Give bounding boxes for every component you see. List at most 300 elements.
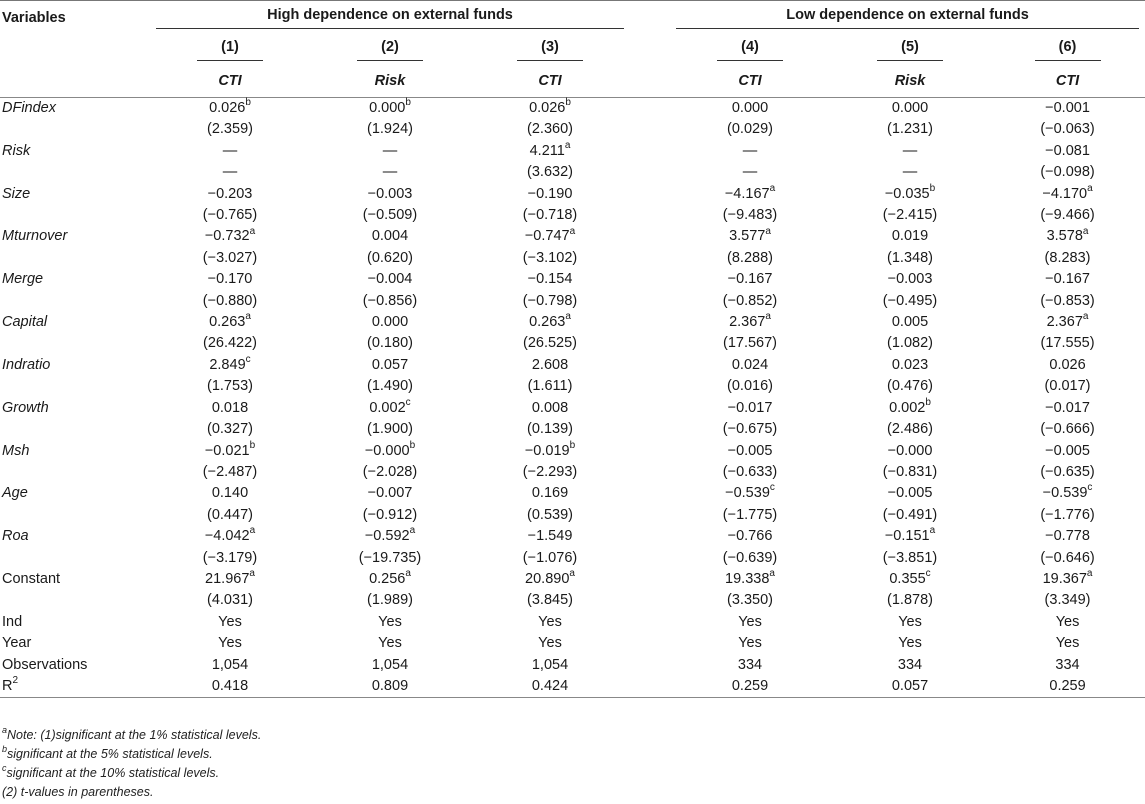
t-value-row (0, 590, 1145, 611)
cell-value: (−0.852) (722, 292, 778, 309)
cell-value: (−0.798) (522, 292, 578, 309)
cell-value: (−2.415) (882, 207, 938, 224)
t-value-row (0, 505, 1145, 526)
cell-value: 334 (1055, 656, 1080, 673)
cell-value: 0.026$^b$ (529, 97, 571, 116)
significance-mark: a (1082, 225, 1089, 237)
column-gap (630, 505, 670, 526)
note-marker: b (2, 743, 8, 754)
cell-value: (0.539) (527, 506, 573, 523)
cell-value: (−0.666) (1040, 421, 1095, 438)
cell-value: 0.026$^b$ (209, 97, 251, 116)
header-spacer (0, 65, 150, 98)
t-value-row (0, 162, 1145, 183)
cell-value: −0.007 (367, 485, 413, 502)
cell-value: (2.486) (887, 421, 933, 438)
significance-mark: a (409, 525, 416, 537)
cell-value: 2.608 (531, 356, 569, 373)
cell-value: — (742, 164, 758, 181)
cell-value: −0.747$^a$ (524, 225, 576, 245)
column-number-label: (3) (517, 39, 583, 61)
variable-label: Age (2, 485, 28, 502)
cell-value: 2.367$^a$ (729, 311, 771, 331)
cell-value: 0.000$^b$ (369, 97, 411, 116)
cell-value: −0.017 (1045, 399, 1090, 416)
cell-value: (4.031) (207, 592, 253, 609)
group-header-low: Low dependence on external funds (670, 1, 1145, 35)
significance-mark: b (249, 439, 256, 451)
significance-mark: a (929, 525, 936, 537)
dependent-variable: CTI (150, 65, 310, 98)
cell-value: (1.753) (207, 378, 253, 395)
note-line: $^a$Note: (1)significant at the 1% statistical levels. (2, 724, 262, 742)
cell-value: 0.002$^b$ (889, 396, 931, 416)
summary-row (0, 655, 1145, 676)
cell-value: 1,054 (211, 656, 249, 673)
cell-value: −0.021$^b$ (204, 439, 256, 459)
dependent-variable: CTI (990, 65, 1145, 98)
column-gap (630, 612, 670, 633)
cell-value: −4.042$^a$ (204, 525, 256, 545)
cell-value: (−0.853) (1040, 292, 1095, 309)
cell-value: −0.003 (887, 271, 933, 288)
cell-value: (1.924) (367, 121, 413, 138)
dependent-variable: CTI (670, 65, 830, 98)
cell-value: 19.338$^a$ (725, 568, 775, 587)
cell-value: — (902, 164, 918, 181)
cell-value: Yes (1055, 613, 1080, 630)
cell-value: (−0.639) (722, 549, 778, 566)
variable-label-empty (0, 248, 150, 269)
note-line: $^b$significant at the 5% statistical levels. (2, 743, 213, 761)
variable-label: DFindex (2, 100, 56, 116)
cell-value: (17.555) (1040, 335, 1095, 352)
cell-value: −4.167$^a$ (724, 182, 776, 202)
cell-value: (−0.856) (362, 292, 418, 309)
cell-value: −0.005 (1045, 442, 1090, 459)
significance-mark: b (405, 97, 411, 109)
cell-value: (−3.851) (882, 549, 938, 566)
significance-mark: a (1087, 182, 1093, 194)
column-gap (630, 462, 670, 483)
significance-mark: c (1087, 482, 1093, 494)
coefficient-row (0, 483, 1145, 504)
cell-value: (0.447) (207, 506, 253, 523)
t-value-row (0, 248, 1145, 269)
dependent-variable-row (0, 65, 1145, 98)
significance-mark: a (249, 225, 256, 237)
significance-mark: b (245, 97, 251, 109)
cell-value: (−3.102) (522, 249, 578, 266)
significance-mark: c (245, 354, 251, 366)
t-value-row (0, 548, 1145, 569)
coefficient-row (0, 226, 1145, 247)
column-gap (630, 398, 670, 419)
cell-value: (0.476) (887, 378, 933, 395)
cell-value: 334 (897, 656, 923, 673)
cell-value: (−2.487) (202, 463, 258, 480)
column-gap (630, 65, 670, 98)
cell-value: 21.967$^a$ (205, 568, 255, 587)
column-number (470, 34, 630, 65)
cell-value: 0.005 (891, 314, 929, 331)
cell-value: (−0.880) (202, 292, 258, 309)
cell-value: — (222, 142, 238, 159)
t-value-row (0, 462, 1145, 483)
cell-value: (−0.765) (202, 207, 258, 224)
cell-value: −0.539$^c$ (1042, 482, 1093, 502)
cell-value: (−0.495) (882, 292, 938, 309)
cell-value: 0.008 (531, 399, 569, 416)
cell-value: 1,054 (531, 656, 569, 673)
cell-value: (−2.028) (362, 463, 418, 480)
cell-value: −0.081 (1045, 142, 1090, 159)
variables-header: Variables (2, 9, 66, 26)
coefficient-row (0, 398, 1145, 419)
cell-value: — (902, 142, 918, 159)
coefficient-row (0, 184, 1145, 205)
cell-value: (−1.775) (722, 506, 778, 523)
cell-value: — (222, 164, 238, 181)
significance-mark: b (925, 396, 931, 408)
cell-value: 0.026 (1049, 356, 1086, 373)
cell-value: (−19.735) (358, 549, 422, 566)
significance-mark: a (564, 139, 571, 151)
cell-value: (3.350) (727, 592, 773, 609)
cell-value: 1,054 (371, 656, 409, 673)
group-header-high: High dependence on external funds (150, 1, 630, 35)
cell-value: (1.490) (367, 378, 413, 395)
note-marker: a (2, 724, 8, 735)
column-number-label: (5) (877, 39, 943, 61)
column-gap (630, 248, 670, 269)
cell-value: Yes (218, 635, 242, 652)
coefficient-row (0, 312, 1145, 333)
column-gap (630, 312, 670, 333)
significance-mark: a (569, 568, 575, 580)
cell-value: −0.151$^a$ (884, 525, 936, 545)
cell-value: 0.140 (211, 485, 249, 502)
coefficient-row (0, 355, 1145, 376)
cell-value: −0.203 (207, 185, 253, 202)
cell-value: 0.809 (310, 676, 470, 698)
cell-value: −0.017 (727, 399, 773, 416)
cell-value: −0.000$^b$ (364, 439, 416, 459)
column-gap (630, 441, 670, 462)
cell-value: −0.005 (887, 485, 933, 502)
column-gap (630, 526, 670, 547)
column-gap (630, 419, 670, 440)
significance-mark: a (765, 311, 771, 323)
cell-value: 0.004 (371, 228, 409, 245)
cell-value: −0.003 (367, 185, 413, 202)
coefficient-row (0, 98, 1145, 120)
dependent-variable: Risk (310, 65, 470, 98)
cell-value: (1.231) (887, 121, 933, 138)
cell-value: (17.567) (723, 335, 778, 352)
summary-row (0, 676, 1145, 698)
variable-label: Mturnover (2, 228, 68, 245)
cell-value: 3.578$^a$ (1046, 225, 1089, 245)
cell-value: (−0.633) (722, 463, 778, 480)
cell-value: (−0.491) (882, 506, 938, 523)
cell-value: (0.017) (1044, 378, 1091, 395)
cell-value: −0.004 (367, 271, 413, 288)
cell-value: −0.167 (727, 271, 773, 288)
significance-mark: a (249, 525, 256, 537)
column-gap (630, 226, 670, 247)
cell-value: −0.778 (1045, 528, 1090, 545)
cell-value: 0.023 (891, 356, 929, 373)
column-number-label: (6) (1035, 39, 1101, 61)
variable-label: Msh (2, 442, 30, 459)
cell-value: Yes (738, 613, 762, 630)
column-gap (630, 569, 670, 590)
cell-value: (−0.831) (882, 463, 938, 480)
cell-value: (8.283) (1044, 249, 1091, 266)
column-number-label: (4) (717, 39, 783, 61)
coefficient-row (0, 441, 1145, 462)
column-gap (630, 119, 670, 140)
cell-value: — (382, 164, 398, 181)
cell-value: −4.170$^a$ (1042, 182, 1093, 202)
significance-mark: a (249, 568, 255, 580)
cell-value: 0.018 (211, 399, 249, 416)
cell-value: 334 (737, 656, 763, 673)
cell-value: 0.000 (891, 100, 929, 116)
cell-value: 0.259 (670, 676, 830, 698)
cell-value: −0.154 (527, 271, 573, 288)
cell-value: (0.327) (207, 421, 253, 438)
significance-mark: a (569, 225, 576, 237)
variable-label: Ind (2, 613, 23, 630)
column-number (830, 34, 990, 65)
variable-label-empty (0, 205, 150, 226)
significance-mark: b (569, 439, 576, 451)
cell-value: (−0.509) (362, 207, 418, 224)
column-gap (630, 633, 670, 654)
variable-label: Merge (2, 271, 44, 288)
coefficient-row (0, 569, 1145, 590)
cell-value: 3.577$^a$ (729, 225, 771, 245)
cell-value: 0.000 (731, 100, 769, 116)
summary-row (0, 633, 1145, 654)
cell-value: −0.592$^a$ (364, 525, 416, 545)
cell-value: (8.288) (727, 249, 773, 266)
cell-value: (0.029) (727, 121, 773, 138)
cell-value: −0.001 (1045, 100, 1090, 116)
cell-value: (0.620) (367, 249, 413, 266)
cell-value: 0.169 (531, 485, 569, 502)
cell-value: 0.263$^a$ (209, 311, 251, 331)
cell-value: 0.002$^c$ (369, 396, 411, 416)
cell-value: (0.180) (367, 335, 413, 352)
cell-value: (−2.293) (522, 463, 578, 480)
cell-value: Yes (1055, 635, 1080, 652)
significance-mark: c (405, 396, 411, 408)
cell-value: 0.019 (891, 228, 929, 245)
column-number-row (0, 34, 1145, 65)
significance-mark: b (409, 439, 416, 451)
column-gap (630, 141, 670, 162)
cell-value: Yes (898, 613, 922, 630)
cell-value: (1.900) (367, 421, 413, 438)
dependent-variable: Risk (830, 65, 990, 98)
column-gap (630, 355, 670, 376)
column-gap (630, 676, 670, 698)
superscript: 2 (12, 675, 19, 687)
column-number-label: (2) (357, 39, 423, 61)
cell-value: 20.890$^a$ (525, 568, 575, 587)
cell-value: (26.525) (523, 335, 578, 352)
cell-value: 19.367$^a$ (1042, 568, 1093, 587)
cell-value: 0.418 (150, 676, 310, 698)
column-gap (630, 162, 670, 183)
cell-value: 0.024 (731, 356, 769, 373)
table-notes (2, 726, 261, 802)
cell-value: (3.845) (527, 592, 573, 609)
column-number-label: (1) (197, 39, 263, 61)
cell-value: (0.139) (527, 421, 573, 438)
t-value-row (0, 119, 1145, 140)
variable-label: Constant (2, 570, 61, 587)
table-body (0, 98, 1145, 698)
cell-value: Yes (738, 635, 762, 652)
t-value-row (0, 205, 1145, 226)
cell-value: (1.989) (367, 592, 413, 609)
cell-value: Yes (538, 635, 562, 652)
coefficient-row (0, 526, 1145, 547)
cell-value: Yes (218, 613, 242, 630)
variable-label: Year (2, 635, 32, 652)
header-spacer (0, 34, 150, 65)
column-gap (630, 205, 670, 226)
cell-value: — (382, 142, 398, 159)
cell-value: (2.359) (207, 121, 253, 138)
cell-value: −0.167 (1045, 271, 1090, 288)
cell-value: 0.424 (470, 676, 630, 698)
cell-value: (−9.483) (722, 207, 778, 224)
note-line: (2) t-values in parentheses. (2, 785, 154, 799)
cell-value: (1.082) (887, 335, 933, 352)
significance-mark: a (765, 225, 771, 237)
t-value-row (0, 419, 1145, 440)
variable-label: Growth (2, 399, 49, 416)
column-gap (630, 376, 670, 397)
column-gap (630, 269, 670, 290)
cell-value: (−1.076) (522, 549, 578, 566)
cell-value: −0.190 (527, 185, 573, 202)
cell-value: Yes (898, 635, 922, 652)
cell-value: −0.019$^b$ (524, 439, 576, 459)
cell-value: −0.035$^b$ (884, 182, 936, 202)
variable-label-empty (0, 590, 150, 611)
variable-label-empty (0, 419, 150, 440)
variable-label: $R^2$ (0, 676, 150, 698)
cell-value: (1.611) (527, 378, 573, 395)
variable-label-empty (0, 333, 150, 354)
cell-value: (1.878) (887, 592, 933, 609)
summary-row (0, 612, 1145, 633)
significance-mark: a (245, 311, 251, 323)
column-number (150, 34, 310, 65)
cell-value: (3.632) (527, 164, 573, 181)
cell-value: −0.766 (727, 528, 773, 545)
cell-value: 0.256$^a$ (369, 568, 411, 587)
cell-value: (−3.027) (202, 249, 258, 266)
significance-mark: a (769, 568, 775, 580)
cell-value: 0.355$^c$ (889, 568, 931, 587)
cell-value: 0.057 (830, 676, 990, 698)
coefficient-row (0, 269, 1145, 290)
variable-label-empty (0, 505, 150, 526)
variable-label-empty (0, 462, 150, 483)
column-gap (630, 548, 670, 569)
cell-value: (−0.635) (1040, 463, 1095, 480)
coefficient-row (0, 141, 1145, 162)
column-number (990, 34, 1145, 65)
variable-label-empty (0, 119, 150, 140)
cell-value: Yes (538, 613, 562, 630)
cell-value: −0.732$^a$ (204, 225, 256, 245)
cell-value: 2.367$^a$ (1046, 311, 1089, 331)
column-number (670, 34, 830, 65)
significance-mark: c (769, 482, 775, 494)
cell-value: 0.000 (371, 314, 409, 331)
cell-value: 0.263$^a$ (529, 311, 571, 331)
variable-label: Roa (2, 528, 29, 545)
note-line: $^c$significant at the 10% statistical levels. (2, 762, 220, 780)
column-gap (630, 333, 670, 354)
significance-mark: a (1086, 568, 1093, 580)
t-value-row (0, 333, 1145, 354)
cell-value: −0.000 (887, 442, 933, 459)
significance-mark: b (929, 182, 936, 194)
cell-value: (−0.675) (722, 421, 778, 438)
significance-mark: a (405, 568, 411, 580)
cell-value: (−0.718) (522, 207, 578, 224)
variable-label-empty (0, 291, 150, 312)
t-value-row (0, 291, 1145, 312)
t-value-row (0, 376, 1145, 397)
significance-mark: c (925, 568, 931, 580)
cell-value: (−3.179) (202, 549, 258, 566)
column-gap (630, 291, 670, 312)
cell-value: (−0.098) (1040, 164, 1095, 181)
variable-label: Capital (2, 314, 48, 331)
column-gap (630, 184, 670, 205)
cell-value: (0.016) (727, 378, 773, 395)
cell-value: (−0.912) (362, 506, 418, 523)
column-gap (630, 483, 670, 504)
cell-value: −1.549 (527, 528, 573, 545)
column-gap (630, 34, 670, 65)
cell-value: −0.005 (727, 442, 773, 459)
significance-mark: b (565, 97, 571, 109)
significance-mark: a (565, 311, 571, 323)
cell-value: (3.349) (1044, 592, 1091, 609)
dependent-variable: CTI (470, 65, 630, 98)
cell-value: −0.539$^c$ (725, 482, 775, 502)
column-number (310, 34, 470, 65)
cell-value: 0.259 (990, 676, 1145, 698)
cell-value: (26.422) (202, 335, 257, 352)
cell-value: 4.211$^a$ (529, 139, 571, 159)
cell-value: (−0.063) (1040, 121, 1095, 138)
column-gap (630, 98, 670, 120)
variable-label: Size (2, 185, 31, 202)
cell-value: (−0.646) (1040, 549, 1095, 566)
